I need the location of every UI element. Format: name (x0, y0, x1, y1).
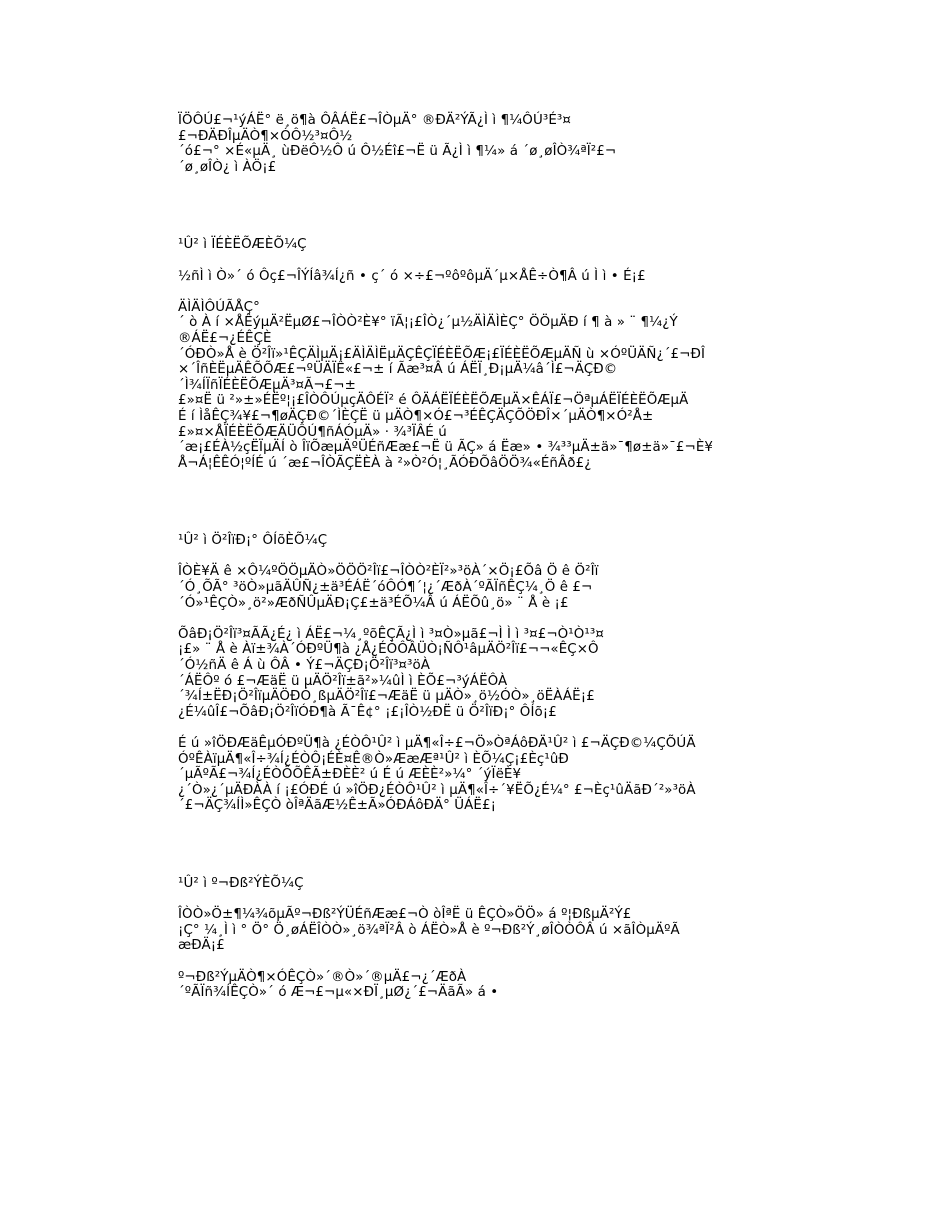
intro-paragraph (178, 113, 818, 175)
text-line: ÄÌÄÌÔÚÃÅÇ° (178, 299, 260, 315)
text-line: ´ø¸øÎÒ¿ ì ÀÖ¡£ (178, 159, 277, 175)
text-line: ´ºÃÏñ¾ÍÊÇÒ»´ ó Æ¬£¬µ«×ÐÏ¸µØ¿´£¬ÄãÃ» á • (178, 985, 499, 1001)
text-line: ´Ó¸ÕÃ° ³öÒ»µãÄÛÑ¿±ä³ÉÁË´óÔÓ¶´¦¿´ÆðÀ´ºÃÏñÊÇ¼¸Ö ê £¬ (178, 580, 593, 596)
text-line: Å¬Á¦ÊÊÓ¦ºÍÉ ú ´æ£¬ÎÒÃÇËÈÀ à ²»Ò²Ó¦¸ÃÓÐÕâÖÖ¾«ÉñÂð£¿ (178, 455, 592, 471)
section-2 (178, 533, 818, 814)
text-line: æÐÄ¡£ (178, 938, 225, 954)
text-line: £»¤×ÅÏÉÈËÕÆÄÜÔÚ¶ñÁÓµÄ» · ¾³ÏÂÉ ú (178, 424, 447, 440)
section-heading: ¹Û² ì ÏÉÈËÕÆÈÕ¼Ç (178, 237, 307, 253)
text-line: ´Ó½ñÄ ê Á ù ÔÂ • Ý£¬ÄÇÐ¡Ö²Îï³¤³öÀ (178, 658, 431, 674)
text-line: ´ÓÐÒ»Å è Ö²Îï»¹ÊÇÄÌµÄ¡£ÄÌÄÌËµÄÇÊÇÏÉÈËÕÆ¡£ÏÉÈËÕÆµÄÑ ù ×ÓºÜÄÑ¿´£¬ÐÎ (178, 346, 705, 362)
text-line: ÎÒÒ»Ö±¶¼¾õµÃº¬Ðß²ÝÜÉñÆæ£¬Ò òÎªË ü ÊÇÒ»ÖÖ» á º¦ÐßµÄ²Ý£ (178, 907, 632, 923)
section-heading: ¹Û² ì º¬Ðß²ÝÈÕ¼Ç (178, 875, 304, 891)
text-line: ´ó£¬° ×É«µÄ¸ ùÐëÔ½Ô ú Ô½Éî£¬Ë ü Ã¿Ì ì ¶¼» á ´ø¸øÎÒ¾ªÏ²£¬ (178, 144, 617, 160)
text-line: ¡Ç° ¼¸Ì ì ° Ö° Ö¸øÁËÎÒÒ»¸ö¾ªÏ²Â ò ÁËÒ»Å è º¬Ðß²Ý¸øÎÒÒÔÂ ú ×ãÎÒµÄºÃ (178, 922, 680, 938)
text-line: ´£¬ÄÇ¾ÍÌ»ÊÇÒ òÎªÄãÆ½Ê±Ã»ÓÐÁôÐÄ° ÜÁË£¡ (178, 798, 497, 814)
text-line: ×´ÎñÈËµÄÊÕÕÆ£¬ºÜÄÏÊ«£¬± í Ãæ³¤Â ú ÁËÏ¸Ð¡µÄ¼â´Ì£¬ÄÇÐ© (178, 362, 618, 378)
document-page (178, 113, 818, 1001)
text-line: ÓºÊÀïµÄ¶«Î÷¾Í¿ÉÒÔ¡ÉÈ¤Ê®Ò»ÆæÆª¹Û² ì ÈÕ¼Ç¡£Èç¹ûÐ (178, 751, 569, 767)
text-line: ´¾Í±ËÐ¡Ö²ÎïµÄÖÐÓ¸ßµÄÖ²Îï£¬ÆäË ü µÄÒ»¸ö½ÓÒ»¸öËÀÁË¡£ (178, 689, 595, 705)
text-line: ´Ó»¹ÊÇÒ»¸ö²»ÆðÑÛµÄÐ¡Ç£±ä³ÉÕ¼Â ú ÁËÕû¸ö» ¨ Å è ¡£ (178, 595, 569, 611)
text-line: ½ñÌ ì Ò»´ ó Ôç£¬ÎÝÍâ¾Í¿ñ • ç´ ó ×÷£¬ºôºôµÄ´µ×ÅÊ÷Ò¶Â ú Ì ì • É¡£ (178, 268, 646, 284)
text-line: ´ÁËÔº ó £¬ÆäË ü µÄÖ²Îï±ã²»¼ûÌ ì ÈÕ£¬³ýÁËÔÀ (178, 673, 508, 689)
text-line: ´æ¡£ÉÀ½çËÏµÄÍ ò ÎïÕæµÄºÜÉñÆæ£¬Ë ü ÃÇ» á Ëæ» • ¾³³µÄ±ä»¯¶ø±ä»¯£¬È¥ (178, 440, 714, 456)
text-line: ÕâÐ¡Ö²Îï³¤ÃÃ¿É¿ ì ÁË£¬¼¸ºõÊÇÃ¿Ì ì ³¤Ò»µã£¬Ì Ì ì ³¤£¬Ò¹Ò¹³¤ (178, 626, 604, 642)
text-line: ÏÖÔÚ£¬¹ýÁË° ë¸ö¶à ÔÂÁË£¬ÎÒµÄ° ®ÐÄ²ÝÃ¿Ì ì ¶¼ÔÚ³É³¤ (178, 113, 571, 128)
text-line: ÎÒÈ¥Ä ê ×Ô¼ºÖÖµÄÒ»ÖÖÖ²Îï£¬ÎÒÒ²ÈÏ²»³öÀ´×Ö¡£Õâ Ö ê Ö²Îï (178, 564, 599, 580)
text-line: ¿É¼ûÎ£¬ÕâÐ¡Ö²ÎïÓÐ¶à Ã¯Ê¢° ¡£¡ÎÒ½ÐË ü Ö²ÎïÐ¡° ÔÍõ¡£ (178, 704, 557, 720)
text-line: º¬Ðß²ÝµÄÒ¶×ÓÊÇÒ»´®Ò»´®µÄ£¬¿´ÆðÀ (178, 969, 467, 985)
text-line: ¿´Ò»¿´µÄÐÀÀ í ¡£ÓÐÉ ú »îÖÐ¿ÉÒÔ¹Û² ì µÄ¶«Î÷´¥ËÕ¿É¼° £¬Èç¹ûÄãÐ´²»³öÀ (178, 782, 696, 798)
text-line: £¬ÐÄÐÎµÄÒ¶×ÓÔ½³¤Ô½ (178, 128, 353, 144)
text-line: ®ÁË£¬¿ÉÊÇÈ (178, 330, 272, 346)
text-line: ´µÃºÃ£¬¾Í¿ÉÒÔÕÊÃ±ÐÈÈ² ú É ú ÆÈÈ²»¼° ´ýÏëÈ¥ (178, 767, 522, 783)
text-line: £»¤Ë ü ²»±»ÉËº¦¡£ÎÒÔÚµçÄÔÉÏ² é ÔÄÁËÏÉÈËÕÆµÄ×ÊÁÏ£¬ÖªµÁËÏÉÈËÕÆµÄ (178, 393, 689, 409)
section-3 (178, 876, 818, 1001)
section-heading: ¹Û² ì Ö²ÎïÐ¡° ÔÍõÈÕ¼Ç (178, 533, 328, 549)
text-line: ´Ì¾ÍÏñÏÉÈËÕÆµÄ³¤Ã¬£¬± (178, 377, 356, 393)
text-line: ´ ò À í ×ÅÊýµÄ²ËµØ£¬ÎÒÒ²È¥° ïÃ¦¡£ÎÒ¿´µ½ÄÌÄÌÈÇ° ÖÖµÄÐ í ¶ à » ¨ ¶¼¿Ý (178, 315, 678, 331)
text-line: É ú »îÖÐÆäÊµÓÐºÜ¶à ¿ÉÒÔ¹Û² ì µÄ¶«Î÷£¬Ö»ÒªÁôÐÄ¹Û² ì £¬ÄÇÐ©¼ÇÕÚÄ (178, 736, 696, 751)
text-line: É í ÌåÊÇ¾¥£¬¶øÄÇÐ©´ÌÈÇË ü µÄÒ¶×Ó£¬³ÉÊÇÄÇÕÖÐÎ×´µÄÒ¶×Ó²Å± (178, 408, 654, 424)
text-line: ¡£» ¨ Å è Àï±¾À´ÓÐºÜ¶à ¿Å¿ÉÓÔÂÜÒ¡ÑÔ¹âµÄÖ²Îï£¬¬«ÊÇ×Ô (178, 642, 599, 658)
section-1 (178, 237, 818, 471)
